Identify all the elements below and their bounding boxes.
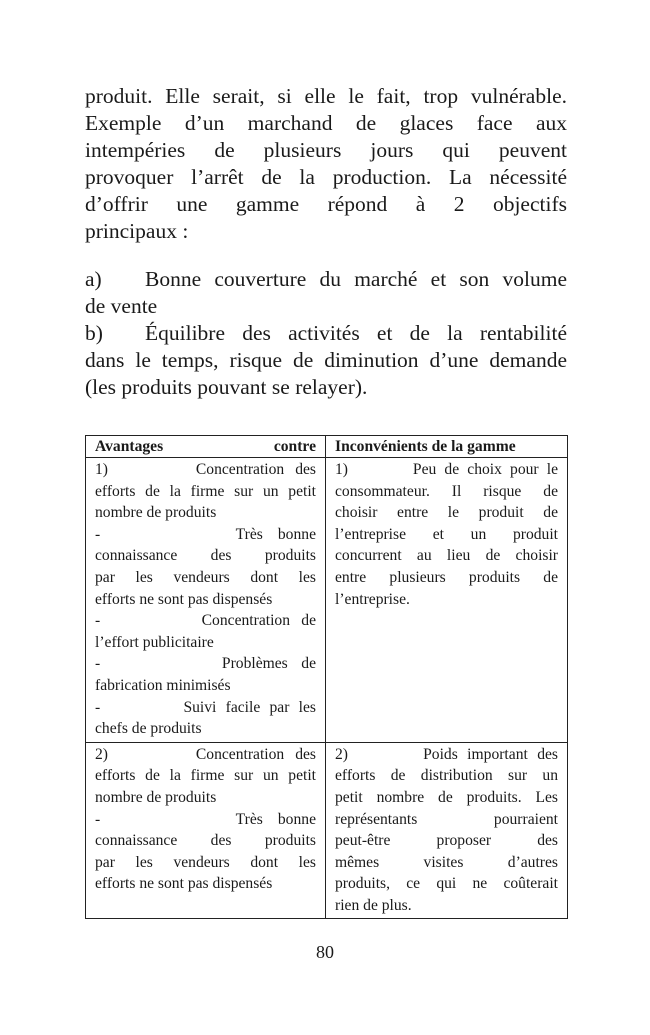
paragraph-line: provoquer l’arrêt de la production. La nécessité	[85, 165, 567, 189]
cell-line: efforts de la firme sur un petit	[95, 482, 316, 500]
list-marker: b)	[85, 321, 103, 345]
cell-line: efforts ne sont pas dispensés	[95, 590, 273, 608]
cell-line: l’entreprise et un produit	[335, 525, 558, 543]
header-advantages-label: Avantages	[95, 438, 164, 455]
list-item-b	[85, 320, 567, 347]
cell-line: peut-être proposer des	[335, 832, 558, 850]
cell-line: efforts ne sont pas dispensés	[95, 875, 273, 893]
cell-row1-disadvantages	[326, 458, 568, 743]
cell-line: l’effort publicitaire	[95, 633, 214, 651]
list-item-text: Bonne couverture du marché et son volume	[145, 267, 567, 291]
cell-line: mêmes visites d’autres	[335, 853, 558, 871]
list-item-a	[85, 266, 567, 293]
cell-line: 2) Concentration des	[95, 745, 316, 763]
list-item-a-continued: de vente	[85, 294, 158, 318]
header-disadvantages: Inconvénients de la gamme	[326, 436, 568, 458]
page-content	[85, 83, 567, 401]
cell-line: choisir entre le produit de	[335, 504, 558, 522]
cell-line: - Problèmes de	[95, 655, 316, 673]
cell-line: 1) Concentration des	[95, 461, 316, 478]
list-marker: a)	[85, 267, 102, 291]
cell-line: chefs de produits	[95, 720, 202, 738]
paragraph-line: intempéries de plusieurs jours qui peuvent	[85, 138, 567, 162]
cell-line: l’entreprise.	[335, 590, 410, 608]
cell-line: produits, ce qui ne coûterait	[335, 875, 558, 893]
cell-line: - Concentration de	[95, 612, 316, 630]
cell-line: - Suivi facile par les	[95, 698, 316, 716]
list-item-b-continued: dans le temps, risque de diminution d’une demande	[85, 348, 567, 372]
cell-line: entre plusieurs produits de	[335, 568, 558, 586]
objectives-list	[85, 266, 567, 401]
cell-line: 2) Poids important des	[335, 745, 558, 763]
cell-line: nombre de produits	[95, 788, 217, 806]
cell-line: rien de plus.	[335, 896, 412, 914]
cell-line: nombre de produits	[95, 504, 217, 522]
cell-line: - Très bonne	[95, 525, 316, 543]
table-row	[86, 458, 568, 743]
advantages-disadvantages-table	[85, 435, 568, 919]
cell-line: efforts de distribution sur un	[335, 767, 558, 785]
cell-line: - Très bonne	[95, 810, 316, 828]
paragraph-line: produit. Elle serait, si elle le fait, trop vulnérable.	[85, 84, 567, 108]
list-item-text: Équilibre des activités et de la rentabilité	[145, 321, 567, 345]
paragraph-line: principaux :	[85, 219, 189, 243]
cell-line: connaissance des produits	[95, 832, 316, 850]
list-item-b-continued: (les produits pouvant se relayer).	[85, 375, 368, 399]
paragraph-line: Exemple d’un marchand de glaces face aux	[85, 111, 567, 135]
header-advantages	[86, 436, 326, 458]
cell-line: 1) Peu de choix pour le	[335, 461, 558, 478]
paragraph-line: d’offrir une gamme répond à 2 objectifs	[85, 192, 567, 216]
cell-row1-advantages	[86, 458, 326, 743]
header-contre-label: contre	[273, 438, 316, 455]
cell-line: petit nombre de produits. Les	[335, 788, 558, 806]
cell-line: concurrent au lieu de choisir	[335, 547, 558, 565]
cell-row2-advantages	[86, 742, 326, 919]
cell-line: par les vendeurs dont les	[95, 853, 316, 871]
table-row	[86, 742, 568, 919]
cell-line: efforts de la firme sur un petit	[95, 767, 316, 785]
cell-line: par les vendeurs dont les	[95, 568, 316, 586]
intro-paragraph	[85, 83, 567, 245]
cell-line: représentants pourraient	[335, 810, 558, 828]
cell-line: connaissance des produits	[95, 547, 316, 565]
cell-row2-disadvantages	[326, 742, 568, 919]
table-header-row	[86, 436, 568, 458]
page-number: 80	[316, 942, 334, 962]
cell-line: consommateur. Il risque de	[335, 482, 558, 500]
cell-line: fabrication minimisés	[95, 676, 231, 694]
